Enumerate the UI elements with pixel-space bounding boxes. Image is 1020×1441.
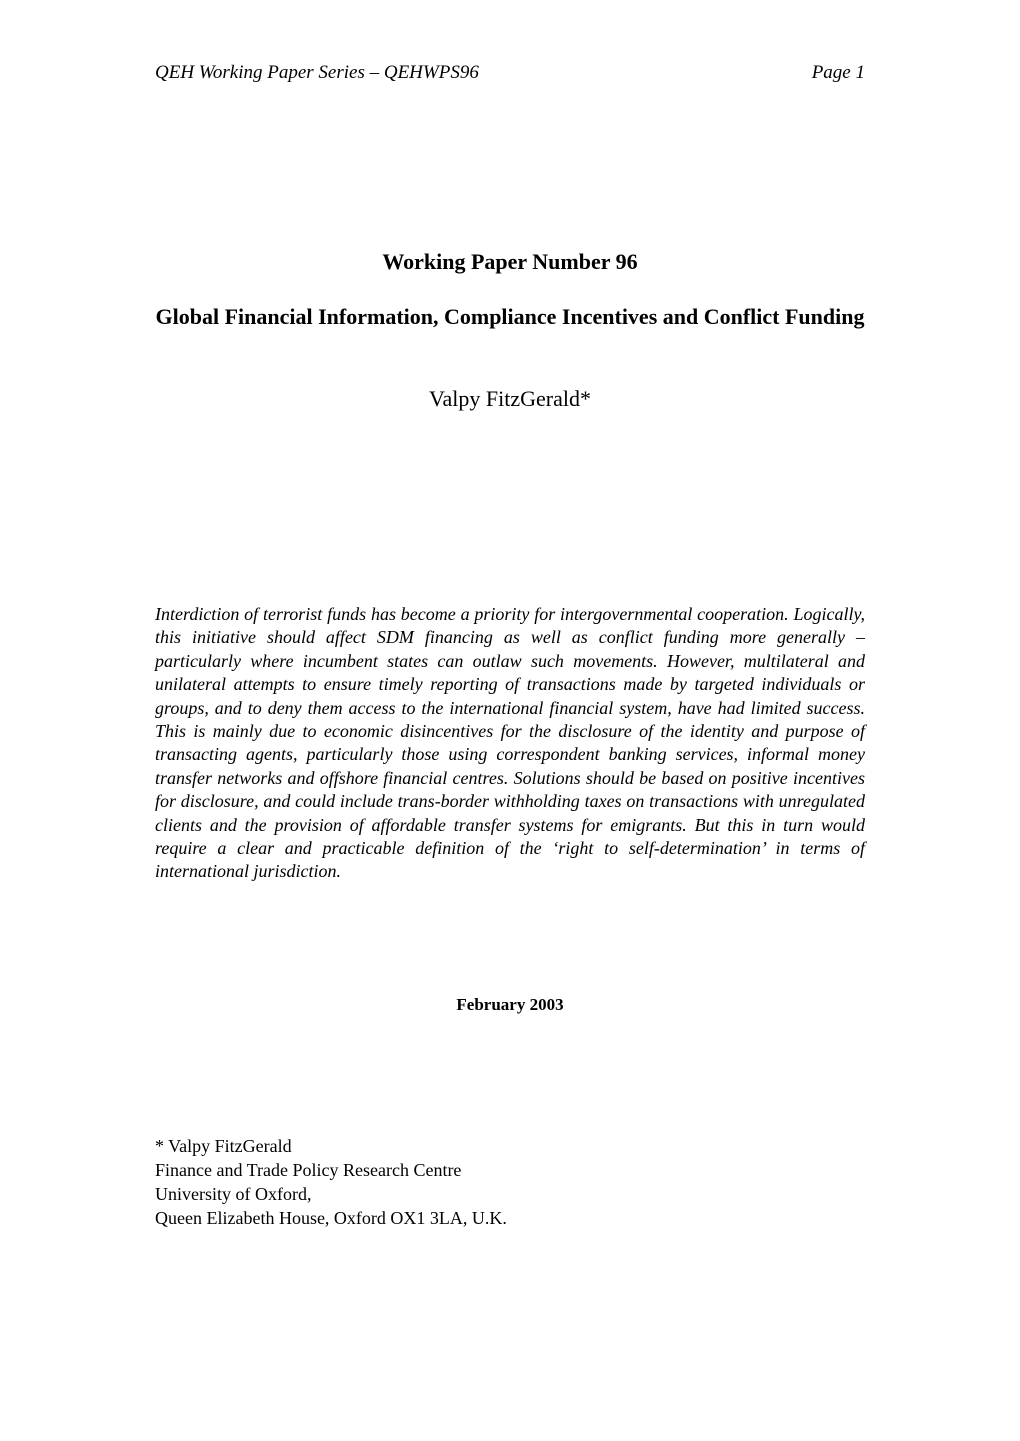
- running-header: [155, 58, 865, 88]
- affiliation-centre: Finance and Trade Policy Research Centre: [155, 1160, 462, 1180]
- author-affiliation: [155, 1134, 865, 1230]
- paper-title: Global Financial Information, Compliance Incentives and Conflict Funding: [155, 304, 865, 329]
- series-label: QEH Working Paper Series – QEHWPS96: [155, 62, 479, 83]
- affiliation-university: University of Oxford,: [155, 1184, 312, 1204]
- author-name: Valpy FitzGerald*: [429, 386, 591, 411]
- abstract-paragraph: Interdiction of terrorist funds has become a priority for intergovernmental cooperation. Logically, this initiative should affect SDM financing as well as conflict funding more generally – particularly where incumbent states can outlaw such movements. However, multilateral and unilateral attempts to ensure timely reporting of transactions made by targeted individuals or groups, and to deny them access to the international financial system, have had limited success. This is mainly due to economic disincentives for the disclosure of the identity and purpose of transacting agents, particularly those using correspondent banking services, informal money transfer networks and offshore financial centres. Solutions should be based on positive incentives for disclosure, and could include trans-border withholding taxes on transactions with unregulated clients and the provision of affordable transfer systems for emigrants. But this in turn would require a clear and practicable definition of the ‘right to self-determination’ in terms of international jurisdiction.: [155, 604, 865, 882]
- publication-date: February 2003: [456, 995, 564, 1014]
- affiliation-address: Queen Elizabeth House, Oxford OX1 3LA, U.K.: [155, 1208, 507, 1228]
- paper-number-heading: Working Paper Number 96: [382, 249, 638, 274]
- affiliation-name: * Valpy FitzGerald: [155, 1136, 292, 1156]
- page-number: Page 1: [811, 62, 865, 83]
